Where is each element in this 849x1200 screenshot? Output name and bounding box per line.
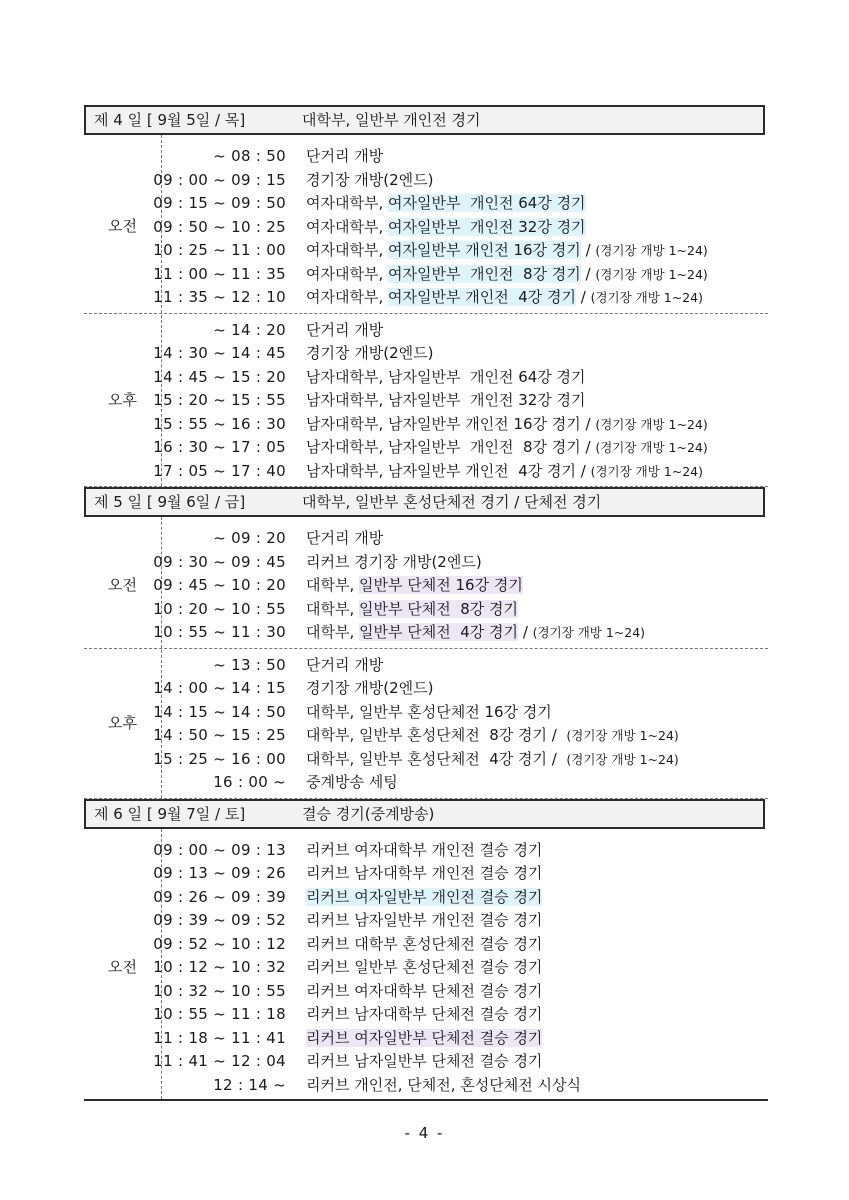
field-note: (경기장 개방 1~24) — [590, 290, 704, 305]
event-description — [306, 701, 552, 725]
event-description — [306, 771, 398, 795]
session-name: 오전 — [108, 217, 137, 236]
schedule-row — [84, 389, 768, 413]
schedule-row — [84, 1003, 768, 1027]
schedule-row — [84, 216, 768, 240]
event-description — [306, 366, 586, 390]
session-name: 오전 — [108, 575, 137, 594]
schedule-row — [84, 1074, 768, 1098]
event-text: 대학부, 일반부 혼성단체전 8강 경기 / — [306, 726, 567, 744]
time-range: 14 : 00 ~ 14 : 15 — [153, 679, 286, 697]
time-range: 11 : 18 ~ 11 : 41 — [153, 1028, 286, 1047]
event-text: 대학부, — [306, 599, 360, 618]
day-title: 결승 경기(중계방송) — [302, 804, 435, 823]
event-description — [306, 192, 586, 216]
event-description — [306, 839, 542, 863]
schedule-row — [84, 551, 768, 575]
day-header — [84, 487, 765, 517]
time-range: 15 : 55 ~ 16 : 30 — [153, 414, 286, 433]
session-name: 오전 — [108, 957, 137, 976]
session-block — [84, 829, 768, 1102]
time-range: 16 : 00 ~ — [213, 773, 286, 791]
time-range: 14 : 15 ~ 14 : 50 — [153, 702, 286, 721]
event-description — [306, 748, 679, 772]
time-range: 09 : 52 ~ 10 : 12 — [153, 934, 286, 953]
schedule-row — [84, 621, 768, 645]
session-name: 오후 — [108, 714, 137, 732]
event-description — [306, 1003, 542, 1027]
event-text: 리커브 남자대학부 개인전 결승 경기 — [306, 864, 543, 882]
time-range: 09 : 39 ~ 09 : 52 — [153, 911, 286, 929]
event-description — [306, 1050, 542, 1074]
schedule-row — [84, 724, 768, 748]
time-range: 14 : 50 ~ 15 : 25 — [153, 726, 286, 744]
day-label: 제 5 일 [ 9월 6일 / 금] — [94, 493, 246, 511]
time-range: 10 : 20 ~ 10 : 55 — [153, 599, 286, 618]
event-description — [306, 216, 586, 240]
schedule-row — [84, 1050, 768, 1074]
event-description — [306, 574, 523, 598]
session-block — [84, 135, 768, 314]
day-header — [84, 799, 765, 829]
schedule-row — [84, 436, 768, 460]
event-text: 여자대학부, — [306, 241, 388, 259]
time-range: 16 : 30 ~ 17 : 05 — [153, 438, 286, 456]
event-description — [306, 460, 703, 484]
time-range: 09 : 45 ~ 10 : 20 — [153, 576, 286, 594]
time-range: 10 : 55 ~ 11 : 18 — [153, 1005, 286, 1023]
event-description — [306, 724, 679, 748]
event-description — [306, 956, 542, 980]
day-label: 제 6 일 [ 9월 7일 / 토] — [94, 804, 246, 823]
highlighted-text: 여자일반부 개인전 64강 경기 — [388, 194, 586, 212]
session-block — [84, 650, 768, 799]
highlighted-text: 여자일반부 개인전 16강 경기 — [388, 241, 581, 259]
field-note: (경기장 개방 1~24) — [532, 625, 646, 640]
schedule-row — [84, 319, 768, 343]
schedule-row — [84, 956, 768, 980]
time-range: 09 : 15 ~ 09 : 50 — [153, 194, 286, 212]
schedule-row — [84, 366, 768, 390]
event-description — [306, 342, 433, 366]
event-description — [306, 886, 542, 910]
schedule-row — [84, 862, 768, 886]
event-text: 리커브 여자대학부 단체전 결승 경기 — [306, 981, 543, 1000]
event-text: 리커브 개인전, 단체전, 혼성단체전 시상식 — [306, 1075, 581, 1094]
event-text: 남자대학부, 남자일반부 개인전 8강 경기 / — [306, 438, 596, 456]
event-description — [306, 654, 383, 678]
event-text: 남자대학부, 남자일반부 개인전 64강 경기 — [306, 367, 586, 386]
event-text: 단거리 개방 — [306, 147, 384, 165]
event-text: 여자대학부, — [306, 194, 388, 212]
event-text: 단거리 개방 — [306, 529, 384, 547]
session-block — [84, 315, 768, 488]
event-description — [306, 1027, 542, 1051]
time-range: 09 : 13 ~ 09 : 26 — [153, 864, 286, 882]
time-range: 09 : 26 ~ 09 : 39 — [153, 887, 286, 906]
event-text: / — [580, 264, 596, 283]
time-range: ~ 09 : 20 — [213, 529, 286, 547]
time-range: 09 : 00 ~ 09 : 15 — [153, 170, 286, 189]
time-range: 14 : 45 ~ 15 : 20 — [153, 367, 286, 386]
event-description — [306, 239, 708, 263]
schedule-row — [84, 654, 768, 678]
schedule-row — [84, 980, 768, 1004]
schedule-row — [84, 598, 768, 622]
schedule-row — [84, 286, 768, 310]
time-range: 09 : 30 ~ 09 : 45 — [153, 552, 286, 571]
event-text: 여자대학부, — [306, 288, 388, 306]
day-title: 대학부, 일반부 개인전 경기 — [302, 111, 481, 129]
event-description — [306, 263, 708, 287]
event-text: 경기장 개방(2엔드) — [306, 679, 434, 697]
field-note: (경기장 개방 1~24) — [566, 751, 679, 767]
time-range: 09 : 00 ~ 09 : 13 — [153, 840, 286, 859]
field-note: (경기장 개방 1~24) — [595, 266, 708, 282]
event-description — [306, 980, 542, 1004]
event-description — [306, 677, 433, 701]
event-description — [306, 145, 383, 169]
field-note: (경기장 개방 1~24) — [590, 463, 704, 479]
highlighted-text: 리커브 여자일반부 단체전 결승 경기 — [306, 1028, 543, 1047]
event-text: 리커브 남자대학부 단체전 결승 경기 — [306, 1005, 543, 1023]
schedule-row — [84, 886, 768, 910]
schedule-row — [84, 748, 768, 772]
event-text: 대학부, — [306, 623, 360, 641]
event-text: 대학부, 일반부 혼성단체전 16강 경기 — [306, 702, 552, 721]
time-range: 12 : 14 ~ — [213, 1075, 286, 1094]
event-description — [306, 169, 433, 193]
event-text: 남자대학부, 남자일반부 개인전 4강 경기 / — [306, 461, 591, 480]
time-range: 15 : 20 ~ 15 : 55 — [153, 391, 286, 409]
day-label: 제 4 일 [ 9월 5일 / 목] — [94, 111, 246, 129]
event-text: 경기장 개방(2엔드) — [306, 170, 434, 189]
schedule-row — [84, 192, 768, 216]
time-range: ~ 13 : 50 — [213, 655, 286, 674]
event-text: / — [576, 288, 591, 306]
schedule-row — [84, 413, 768, 437]
highlighted-text: 일반부 단체전 4강 경기 — [359, 623, 519, 641]
event-description — [306, 862, 542, 886]
time-range: 09 : 50 ~ 10 : 25 — [153, 217, 286, 236]
event-description — [306, 286, 703, 310]
event-description — [306, 389, 586, 413]
time-range: 11 : 00 ~ 11 : 35 — [153, 264, 286, 283]
event-text: 경기장 개방(2엔드) — [306, 344, 434, 362]
time-range: 10 : 32 ~ 10 : 55 — [153, 981, 286, 1000]
event-text: 단거리 개방 — [306, 655, 384, 674]
event-text: 여자대학부, — [306, 217, 388, 236]
event-text: 남자대학부, 남자일반부 개인전 32강 경기 — [306, 391, 586, 409]
time-range: ~ 14 : 20 — [213, 320, 286, 339]
schedule-row — [84, 460, 768, 484]
field-note: (경기장 개방 1~24) — [595, 416, 708, 432]
schedule-row — [84, 933, 768, 957]
session-block — [84, 517, 768, 649]
time-range: 10 : 25 ~ 11 : 00 — [153, 241, 286, 259]
schedule-row — [84, 527, 768, 551]
time-range: 14 : 30 ~ 14 : 45 — [153, 344, 286, 362]
highlighted-text: 일반부 단체전 8강 경기 — [359, 599, 519, 618]
field-note: (경기장 개방 1~24) — [595, 440, 708, 455]
page-number: - 4 - — [404, 1124, 445, 1142]
event-text: 리커브 남자일반부 개인전 결승 경기 — [306, 911, 543, 929]
time-range: 10 : 55 ~ 11 : 30 — [153, 623, 286, 641]
event-text: / — [580, 241, 596, 259]
time-range: 11 : 35 ~ 12 : 10 — [153, 288, 286, 306]
event-text: 중계방송 세팅 — [306, 773, 398, 791]
schedule-row — [84, 342, 768, 366]
highlighted-text: 여자일반부 개인전 4강 경기 — [388, 288, 577, 306]
highlighted-text: 여자일반부 개인전 32강 경기 — [388, 217, 586, 236]
event-description — [306, 933, 542, 957]
schedule-row — [84, 909, 768, 933]
event-description — [306, 598, 518, 622]
event-text: 대학부, — [306, 576, 360, 594]
schedule-row — [84, 701, 768, 725]
time-range: 10 : 12 ~ 10 : 32 — [153, 958, 286, 976]
schedule-row — [84, 1027, 768, 1051]
event-description — [306, 319, 383, 343]
day-header — [84, 105, 765, 135]
field-note: (경기장 개방 1~24) — [566, 728, 679, 743]
schedule-row — [84, 239, 768, 263]
event-text: / — [518, 623, 533, 641]
time-range: ~ 08 : 50 — [213, 147, 286, 165]
schedule-row — [84, 574, 768, 598]
event-text: 리커브 여자대학부 개인전 결승 경기 — [306, 840, 543, 859]
event-text: 남자대학부, 남자일반부 개인전 16강 경기 / — [306, 414, 596, 433]
event-text: 리커브 대학부 혼성단체전 결승 경기 — [306, 934, 543, 953]
schedule-row — [84, 839, 768, 863]
event-description — [306, 621, 645, 645]
event-text: 리커브 경기장 개방(2엔드) — [306, 552, 482, 571]
event-text: 리커브 남자일반부 단체전 결승 경기 — [306, 1052, 543, 1070]
event-description — [306, 551, 482, 575]
time-range: 15 : 25 ~ 16 : 00 — [153, 749, 286, 768]
highlighted-text: 여자일반부 개인전 8강 경기 — [388, 264, 581, 283]
schedule-row — [84, 677, 768, 701]
time-range: 11 : 41 ~ 12 : 04 — [153, 1052, 286, 1070]
event-text: 리커브 일반부 혼성단체전 결승 경기 — [306, 958, 543, 976]
schedule-row — [84, 169, 768, 193]
field-note: (경기장 개방 1~24) — [595, 243, 708, 258]
event-description — [306, 527, 383, 551]
schedule-row — [84, 263, 768, 287]
session-name: 오후 — [108, 390, 137, 409]
schedule-row — [84, 771, 768, 795]
event-description — [306, 436, 708, 460]
event-text: 단거리 개방 — [306, 320, 384, 339]
event-text: 대학부, 일반부 혼성단체전 4강 경기 / — [306, 749, 567, 768]
schedule-row — [84, 145, 768, 169]
event-description — [306, 413, 708, 437]
event-text: 여자대학부, — [306, 264, 388, 283]
day-title: 대학부, 일반부 혼성단체전 경기 / 단체전 경기 — [302, 493, 602, 511]
highlighted-text: 리커브 여자일반부 개인전 결승 경기 — [306, 887, 543, 906]
event-description — [306, 1074, 581, 1098]
event-description — [306, 909, 542, 933]
highlighted-text: 일반부 단체전 16강 경기 — [359, 576, 523, 594]
time-range: 17 : 05 ~ 17 : 40 — [153, 461, 286, 480]
